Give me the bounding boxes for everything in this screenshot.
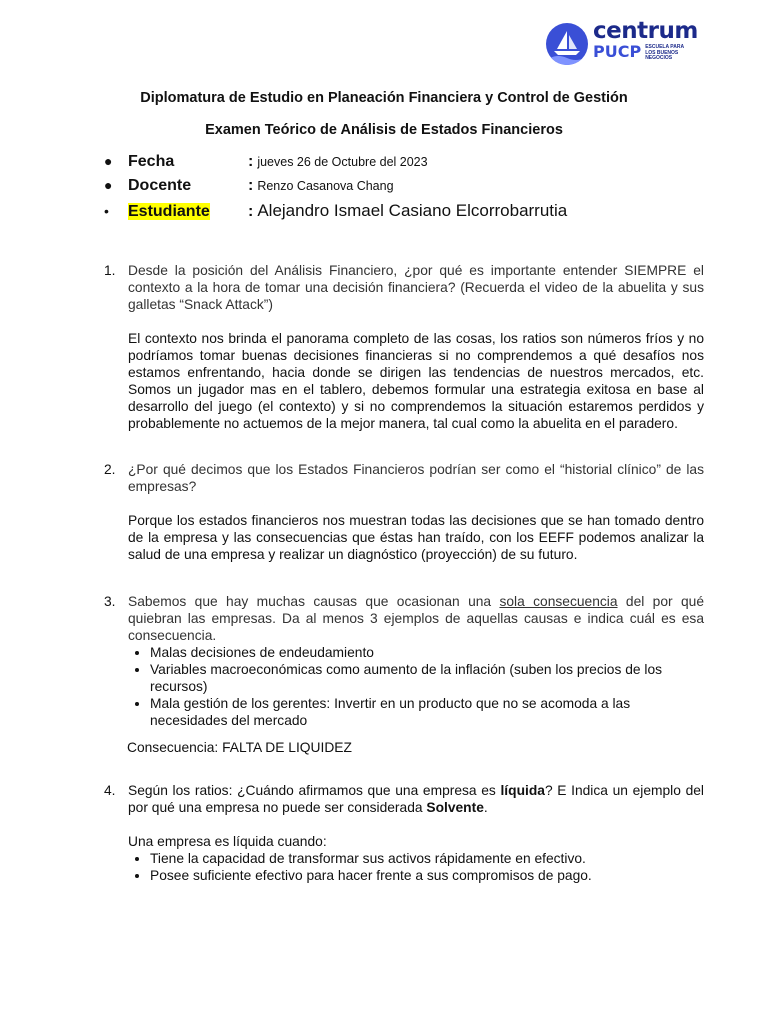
question-4 [104, 782, 704, 884]
question-number: 1. [104, 263, 116, 278]
docente-label: Docente [128, 177, 192, 194]
question-2-text: ¿Por qué decimos que los Estados Financieros podrían ser como el “historial clínico” de las empresas? [128, 462, 704, 494]
liquidity-list [104, 850, 704, 884]
bullet-icon: ● [104, 153, 113, 169]
answer-1-text: El contexto nos brinda el panorama completo de las cosas, los ratios son números fríos y no podríamos tomar buenas decisiones financieras si no comprendemos a qué desafíos nos estamos enfrentando, hacia donde se dirigen las tendencias de nuestros mercados, etc. Somos un jugador mas en el tablero, debemos formular una estrategia exitosa en base al desarrollo del juego (el contexto) y si no comprendemos la situación estaremos perdidos y probablemente no actuemos de la mejor manera, tal cual como la abuelita en el paradero. [128, 331, 704, 431]
logo-word-centrum: centrum [593, 18, 698, 44]
answer-2-text: Porque los estados financieros nos muestran todas las decisiones que se han tomado dentro de la empresa y las consecuencias que éstas han traído, con los EEFF podemos analizar la salud de una empresa y realizar un diagnóstico (proyección) de su futuro. [128, 513, 704, 562]
colon: : [248, 177, 254, 194]
underlined-phrase: sola consecuencia [499, 594, 618, 609]
bullet-icon: ● [104, 177, 113, 193]
question-1 [104, 262, 704, 432]
question-3 [104, 593, 704, 756]
list-item: • Variables macroeconómicas como aumento de la inflación (suben los precios de los recursos) [150, 661, 704, 695]
answer-4-intro: Una empresa es líquida cuando: [128, 834, 327, 849]
causes-list [104, 644, 704, 729]
info-row-estudiante [104, 201, 744, 225]
question-number: 3. [104, 594, 116, 609]
info-row-docente [104, 177, 744, 201]
sailboat-emblem-icon [546, 23, 588, 65]
question-1-text: Desde la posición del Análisis Financiero, ¿por qué es importante entender SIEMPRE el contexto a la hora de tomar una decisión financiera? (Recuerda el video de la abuelita y sus galletas “Snack Attack”) [128, 263, 704, 312]
centrum-pucp-logo [546, 20, 706, 66]
colon: : [248, 203, 254, 220]
list-item: • Posee suficiente efectivo para hacer frente a sus compromisos de pago. [150, 867, 704, 884]
list-item: • Malas decisiones de endeudamiento [150, 644, 704, 661]
estudiante-label: Estudiante [128, 203, 210, 220]
document-title: Diplomatura de Estudio en Planeación Financiera y Control de Gestión [140, 90, 628, 106]
list-item: • Mala gestión de los gerentes: Invertir en un producto que no se acomoda a las necesidades del mercado [150, 695, 704, 729]
logo-word-pucp: PUCP [593, 42, 642, 61]
question-number: 4. [104, 783, 116, 798]
list-item: • Tiene la capacidad de transformar sus activos rápidamente en efectivo. [150, 850, 704, 867]
question-number: 2. [104, 462, 116, 477]
fecha-label: Fecha [128, 153, 175, 170]
question-2 [104, 461, 704, 563]
docente-value: Renzo Casanova Chang [257, 179, 394, 193]
consequence-text: Consecuencia: FALTA DE LIQUIDEZ [127, 740, 352, 755]
bullet-icon: • [104, 203, 109, 219]
exam-title: Examen Teórico de Análisis de Estados Financieros [205, 122, 563, 138]
logo-tagline: ESCUELA PARA LOS BUENOS NEGOCIOS [645, 44, 684, 61]
exam-info [104, 153, 744, 225]
colon: : [248, 153, 254, 170]
question-4-text: Según los ratios: ¿Cuándo afirmamos que una empresa es líquida? E Indica un ejemplo del por qué una empresa no puede ser considerada Solvente. [128, 783, 704, 815]
info-row-fecha [104, 153, 744, 177]
fecha-value: jueves 26 de Octubre del 2023 [257, 155, 428, 169]
estudiante-value: Alejandro Ismael Casiano Elcorrobarrutia [257, 201, 568, 220]
question-3-text: Sabemos que hay muchas causas que ocasionan una sola consecuencia del por qué quiebran las empresas. Da al menos 3 ejemplos de aquellas causas e indica cuál es esa consecuencia. [128, 594, 705, 643]
